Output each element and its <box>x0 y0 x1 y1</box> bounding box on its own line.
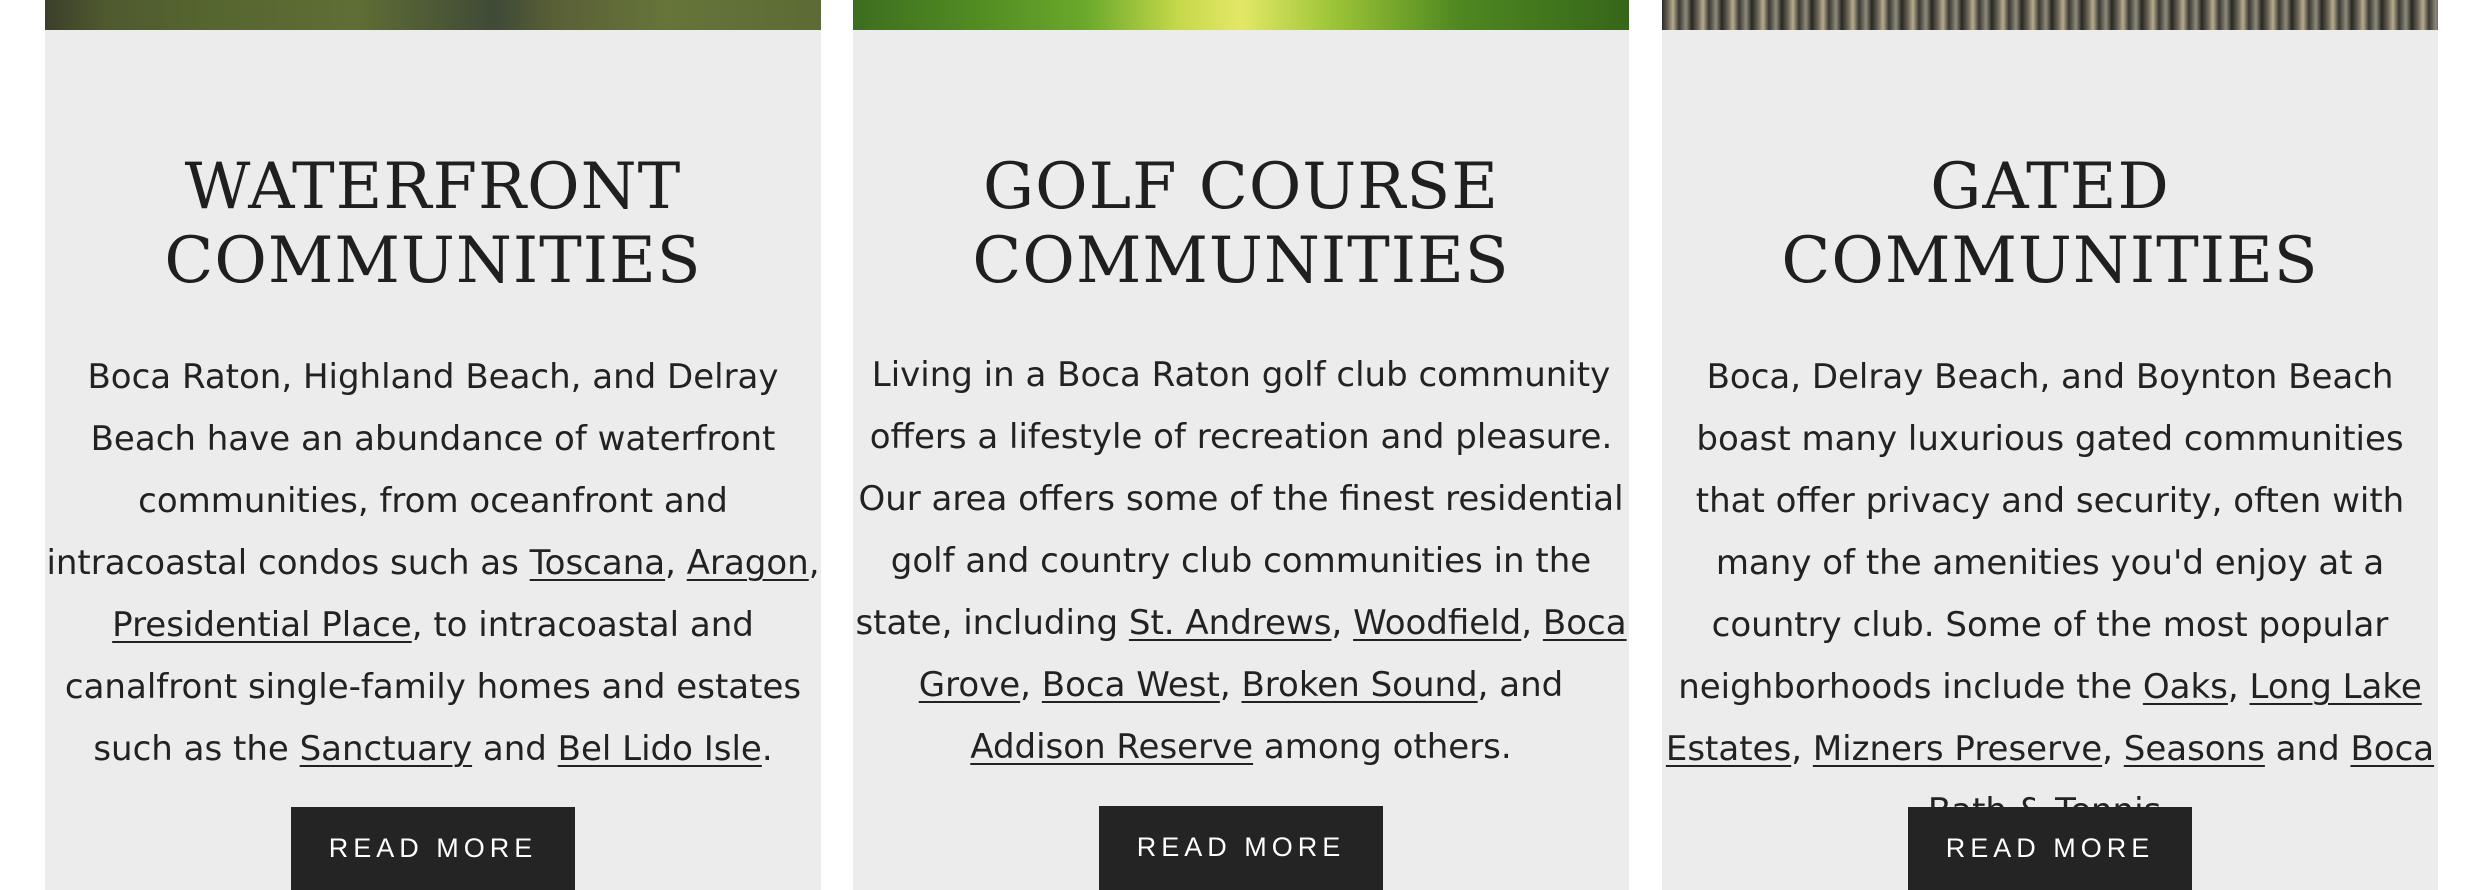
card-title <box>45 150 821 298</box>
description-text: , <box>1521 603 1543 643</box>
description-text: , <box>1791 729 1813 769</box>
card-title-line: COMMUNITIES <box>1781 224 2319 298</box>
card-title-line: COMMUNITIES <box>972 224 1510 298</box>
description-text: Living in a Boca Raton golf club community offers a lifestyle of recreation and pleasure. Our area offers some of the finest residential golf and country club communities in the state, including <box>855 355 1624 643</box>
description-text: , and <box>1477 665 1564 705</box>
card-title-line: GATED <box>1930 150 2170 224</box>
link-sanctuary[interactable]: Sanctuary <box>299 729 473 769</box>
link-aragon[interactable]: Aragon <box>686 543 809 583</box>
description-text: and <box>2264 729 2351 769</box>
description-text: , to intracoastal and canalfront single-family homes and estates such as the <box>64 605 802 769</box>
description-text: among others. <box>1253 727 1512 767</box>
link-presidential-place[interactable]: Presidential Place <box>112 605 412 645</box>
description-text: . <box>761 729 773 769</box>
link-bel-lido-isle[interactable]: Bel Lido Isle <box>557 729 762 769</box>
read-more-button[interactable]: READ MORE <box>291 807 575 890</box>
link-st-andrews[interactable]: St. Andrews <box>1128 603 1332 643</box>
description-text: , <box>2227 667 2250 707</box>
card-title <box>853 150 1629 298</box>
link-boca-west[interactable]: Boca West <box>1041 665 1220 705</box>
link-oaks[interactable]: Oaks <box>2142 667 2228 707</box>
description-text: Boca Raton, Highland Beach, and Delray Beach have an abundance of waterfront communities, from oceanfront and intracoastal condos such as <box>46 357 779 583</box>
description-text: , <box>1331 603 1354 643</box>
card-title-line: WATERFRONT <box>184 150 682 224</box>
link-boca-bath-and-tennis[interactable]: Boca <box>2350 729 2435 769</box>
waterfront-photo <box>45 0 821 30</box>
link-long-lake-estates[interactable]: Long Lake Estates <box>1665 667 2422 769</box>
read-more-button[interactable]: READ MORE <box>1908 807 2192 890</box>
card-title-line: COMMUNITIES <box>164 224 702 298</box>
link-seasons[interactable]: Seasons <box>2123 729 2265 769</box>
golf-course-photo <box>853 0 1629 30</box>
description-text: , <box>808 543 820 583</box>
card-title <box>1662 150 2438 298</box>
card-description <box>45 346 821 780</box>
description-text: , <box>1020 665 1042 705</box>
card-description <box>853 344 1629 778</box>
description-text: and <box>472 729 558 769</box>
description-text: , <box>665 543 687 583</box>
link-broken-sound[interactable]: Broken Sound <box>1241 665 1478 705</box>
card-golf-course-communities <box>853 0 1629 890</box>
link-mizners-preserve[interactable]: Mizners Preserve <box>1812 729 2103 769</box>
card-waterfront-communities <box>45 0 821 890</box>
description-text: , <box>2102 729 2124 769</box>
read-more-button[interactable]: READ MORE <box>1099 806 1383 890</box>
link-addison-reserve[interactable]: Addison Reserve <box>970 727 1254 767</box>
link-toscana[interactable]: Toscana <box>529 543 666 583</box>
card-description <box>1662 346 2438 842</box>
link-boca-grove[interactable]: Boca Grove <box>918 603 1627 705</box>
description-text: , <box>1219 665 1242 705</box>
card-title-line: GOLF COURSE <box>983 150 1499 224</box>
card-gated-communities <box>1662 0 2438 890</box>
description-text: Boca, Delray Beach, and Boynton Beach boast many luxurious gated communities that offer privacy and security, often with many of the amenities you'd enjoy at a country club. Some of the most popular neighborhoods include the <box>1678 357 2405 707</box>
link-woodfield[interactable]: Woodfield <box>1353 603 1522 643</box>
gated-community-photo <box>1662 0 2438 30</box>
